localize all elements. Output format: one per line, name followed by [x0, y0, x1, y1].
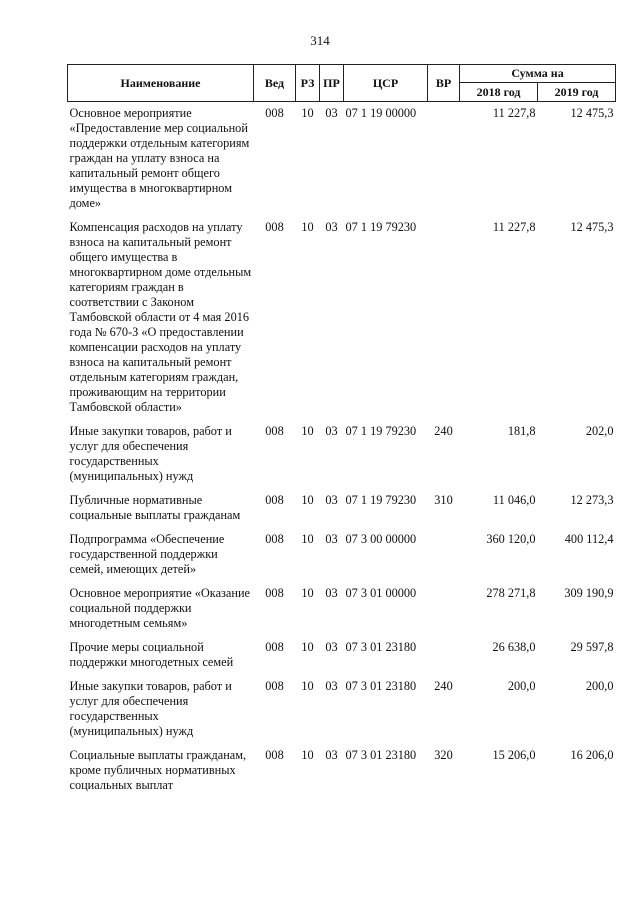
cell-rz: 10 — [301, 532, 314, 546]
header-csr: ЦСР — [344, 65, 428, 102]
cell-csr: 07 1 19 79230 — [345, 220, 417, 234]
cell-2019: 12 475,3 — [570, 106, 614, 120]
cell-csr: 07 3 01 23180 — [345, 679, 417, 693]
cell-2018: 278 271,8 — [486, 586, 536, 600]
cell-2019: 16 206,0 — [570, 748, 614, 762]
cell-csr: 07 3 01 23180 — [345, 748, 417, 762]
cell-pr: 03 — [325, 586, 338, 600]
cell-pr: 03 — [325, 679, 338, 693]
cell-name: Основное мероприятие «Предоставление мер социальной поддержки отдельным категориям граждан на уплату взноса на капитальный ремонт общего имущества в многоквартирном доме» — [69, 106, 250, 210]
cell-2019: 12 273,3 — [570, 493, 614, 507]
cell-pr: 03 — [325, 106, 338, 120]
cell-name: Социальные выплаты гражданам, кроме публичных нормативных социальных выплат — [69, 748, 247, 792]
cell-2019: 400 112,4 — [564, 532, 614, 546]
table-row — [68, 675, 616, 744]
table-row — [68, 216, 616, 420]
budget-table — [67, 64, 616, 798]
cell-pr: 03 — [325, 748, 338, 762]
page-number: 314 — [310, 33, 330, 48]
cell-pr: 03 — [325, 640, 338, 654]
cell-csr: 07 3 01 00000 — [345, 586, 417, 600]
cell-vr: 310 — [434, 493, 453, 507]
cell-2018: 11 227,8 — [492, 220, 536, 234]
cell-vr: 320 — [434, 748, 453, 762]
table-row — [68, 102, 616, 217]
cell-vr — [428, 636, 460, 675]
cell-2018: 200,0 — [507, 679, 536, 693]
cell-vr — [428, 528, 460, 582]
table-body — [68, 102, 616, 799]
cell-name: Компенсация расходов на уплату взноса на капитальный ремонт общего имущества в многоквартирном доме отдельным категориям граждан в соответствии с Законом Тамбовской области от 4 мая 2016 года № 670-З «О предоставлении компенсации расходов на уплату взноса на капитальный ремонт отдельным категориям граждан, проживающим на территории Тамбовской области» — [69, 220, 252, 414]
cell-name: Иные закупки товаров, работ и услуг для обеспечения государственных (муниципальных) нужд — [69, 679, 232, 738]
table-row — [68, 636, 616, 675]
cell-2019: 29 597,8 — [570, 640, 614, 654]
cell-2019: 12 475,3 — [570, 220, 614, 234]
cell-2018: 11 227,8 — [492, 106, 536, 120]
cell-ved: 008 — [265, 106, 284, 120]
cell-rz: 10 — [301, 493, 314, 507]
cell-name: Иные закупки товаров, работ и услуг для обеспечения государственных (муниципальных) нужд — [69, 424, 232, 483]
cell-ved: 008 — [265, 640, 284, 654]
cell-rz: 10 — [301, 424, 314, 438]
table-row — [68, 420, 616, 489]
table-row — [68, 528, 616, 582]
header-pr: ПР — [320, 65, 344, 102]
table-row — [68, 489, 616, 528]
cell-2018: 15 206,0 — [492, 748, 536, 762]
cell-ved: 008 — [265, 532, 284, 546]
cell-pr: 03 — [325, 493, 338, 507]
cell-pr: 03 — [325, 220, 338, 234]
cell-2019: 309 190,9 — [564, 586, 614, 600]
cell-vr — [428, 582, 460, 636]
cell-ved: 008 — [265, 586, 284, 600]
cell-name: Публичные нормативные социальные выплаты гражданам — [69, 493, 241, 522]
cell-csr: 07 1 19 00000 — [345, 106, 417, 120]
cell-rz: 10 — [301, 586, 314, 600]
header-vr: ВР — [428, 65, 460, 102]
cell-csr: 07 1 19 79230 — [345, 493, 417, 507]
header-ved: Вед — [254, 65, 296, 102]
cell-csr: 07 1 19 79230 — [345, 424, 417, 438]
cell-csr: 07 3 01 23180 — [345, 640, 417, 654]
cell-name: Прочие меры социальной поддержки многодетных семей — [69, 640, 234, 669]
header-sum-on: Сумма на — [460, 65, 616, 83]
cell-rz: 10 — [301, 106, 314, 120]
cell-name: Основное мероприятие «Оказание социальной поддержки многодетным семьям» — [69, 586, 250, 630]
cell-vr — [428, 216, 460, 420]
cell-vr: 240 — [434, 424, 453, 438]
cell-2018: 26 638,0 — [492, 640, 536, 654]
cell-pr: 03 — [325, 424, 338, 438]
cell-ved: 008 — [265, 748, 284, 762]
header-rz: РЗ — [296, 65, 320, 102]
header-year-2018: 2018 год — [460, 83, 538, 102]
cell-rz: 10 — [301, 220, 314, 234]
cell-ved: 008 — [265, 493, 284, 507]
table-row — [68, 744, 616, 798]
cell-2018: 11 046,0 — [492, 493, 536, 507]
header-year-2019: 2019 год — [538, 83, 616, 102]
cell-2018: 181,8 — [507, 424, 536, 438]
cell-ved: 008 — [265, 424, 284, 438]
cell-pr: 03 — [325, 532, 338, 546]
table-header — [68, 65, 616, 102]
cell-ved: 008 — [265, 679, 284, 693]
table-row — [68, 582, 616, 636]
cell-vr — [428, 102, 460, 217]
cell-rz: 10 — [301, 640, 314, 654]
cell-vr: 240 — [434, 679, 453, 693]
cell-name: Подпрограмма «Обеспечение государственной поддержки семей, имеющих детей» — [69, 532, 225, 576]
header-name: Наименование — [68, 65, 254, 102]
cell-rz: 10 — [301, 748, 314, 762]
cell-csr: 07 3 00 00000 — [345, 532, 417, 546]
cell-ved: 008 — [265, 220, 284, 234]
cell-2019: 200,0 — [585, 679, 614, 693]
cell-2018: 360 120,0 — [486, 532, 536, 546]
cell-2019: 202,0 — [585, 424, 614, 438]
cell-rz: 10 — [301, 679, 314, 693]
